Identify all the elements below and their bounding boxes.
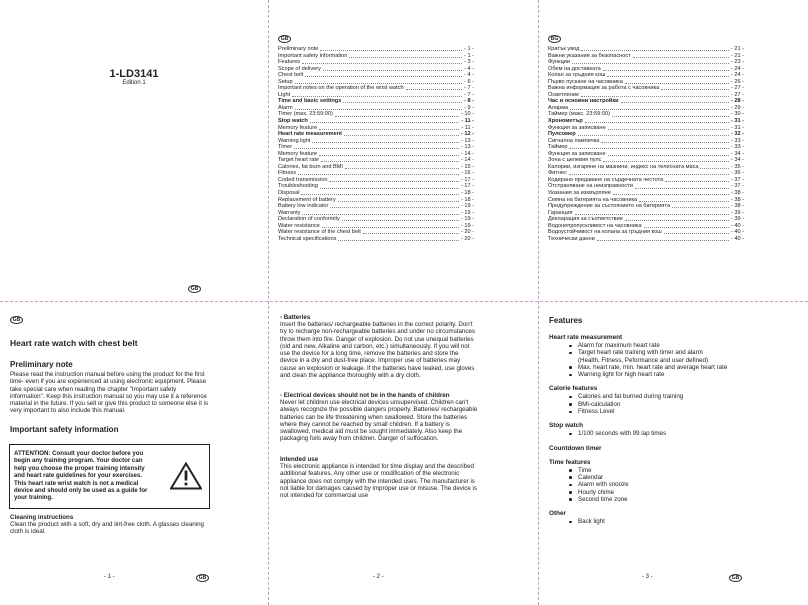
toc-entry-title: Light bbox=[278, 91, 291, 98]
toc-leader bbox=[665, 181, 729, 182]
toc-entry-page: - 37 - bbox=[730, 183, 744, 190]
gb-language-icon: GB bbox=[196, 574, 209, 582]
toc-entry-page: - 32 - bbox=[730, 131, 744, 138]
toc-leader bbox=[621, 102, 729, 103]
feature-item: Calories and fat burned during training bbox=[549, 393, 754, 400]
toc-leader bbox=[294, 148, 459, 149]
toc-leader bbox=[581, 50, 729, 51]
toc-entry-title: Warranty bbox=[278, 209, 301, 216]
toc-leader bbox=[625, 83, 729, 84]
toc-entry-page: - 19 - bbox=[460, 203, 474, 210]
feature-item: Back light bbox=[549, 518, 754, 525]
toc-entry-page: - 20 - bbox=[460, 229, 474, 236]
toc-entry-title: Warning light bbox=[278, 137, 311, 144]
toc-leader bbox=[345, 168, 459, 169]
page-number: - 2 - bbox=[373, 574, 384, 580]
toc-entry-title: Target heart rate bbox=[278, 157, 320, 164]
feature-list bbox=[549, 467, 754, 503]
toc-entry-page: - 8 - bbox=[464, 98, 474, 105]
toc-bulgarian bbox=[548, 27, 744, 297]
toc-leader bbox=[349, 57, 462, 58]
bg-language-icon: BG bbox=[548, 35, 561, 43]
toc-entry-page: - 31 - bbox=[730, 124, 744, 131]
toc-leader bbox=[581, 96, 729, 97]
toc-entry-page: - 4 - bbox=[464, 72, 474, 79]
toc-entry-title: Водонепропускливост на часовника bbox=[548, 222, 642, 229]
toc-entry-page: - 30 - bbox=[730, 111, 744, 118]
toc-entry-title: Хронометър bbox=[548, 118, 583, 125]
feature-item: (Health, Fitness, Peformance and user defined) bbox=[578, 356, 709, 364]
page-number: - 3 - bbox=[642, 574, 653, 580]
toc-entry-title: Troubleshooting bbox=[278, 183, 318, 190]
feature-item: Time bbox=[549, 467, 754, 474]
toc-entry-title: Смяна на батерията на часовника bbox=[548, 196, 638, 203]
toc-leader bbox=[625, 220, 729, 221]
toc-entry-page: - 19 - bbox=[460, 216, 474, 223]
section-heading: Preliminary note bbox=[10, 360, 73, 369]
toc-entry-title: Осветление bbox=[548, 91, 580, 98]
toc-entry-title: Replacement of battery bbox=[278, 196, 336, 203]
toc-entry-page: - 28 - bbox=[730, 98, 744, 105]
toc-entry-title: Important notes on the operation of the wrist watch bbox=[278, 85, 404, 92]
toc-leader bbox=[633, 57, 729, 58]
paragraph: Never let children use electrical devices unsupervised. Children can't always recognize the possible dangers properly. Batteries/ rechargeable batteries can be life threatening when swallowed. Store the batteries where they cannot be reached by small children. If a battery is swallowed, medical aid must be sought immediately. Also keep the packaging foils away from children. Danger of suffocation. bbox=[280, 399, 478, 443]
toc-entry-title: Battery low indicator bbox=[278, 203, 329, 210]
feature-item: Calendar bbox=[549, 474, 754, 481]
toc-entry-page: - 39 - bbox=[730, 209, 744, 216]
toc-entry-title: Timer (max. 23:59:00) bbox=[278, 111, 333, 118]
toc-entry-page: - 11 - bbox=[461, 124, 474, 131]
toc-leader bbox=[406, 89, 462, 90]
toc-entry-page: - 26 - bbox=[730, 78, 744, 85]
toc-entry-page: - 1 - bbox=[464, 46, 474, 52]
toc-entry-title: Декларация за съответствие bbox=[548, 216, 623, 223]
toc-entry-title: Пулсомер bbox=[548, 131, 576, 138]
toc-entry-page: - 17 - bbox=[460, 176, 474, 183]
toc-entry-page: - 12 - bbox=[460, 131, 474, 138]
toc-leader bbox=[319, 155, 459, 156]
toc-leader bbox=[298, 174, 459, 175]
toc-leader bbox=[292, 96, 462, 97]
feature-group-title: Heart rate measurement bbox=[549, 334, 623, 341]
feature-item: Alarm for maximum heart rate bbox=[549, 342, 754, 349]
toc-entry-page: - 39 - bbox=[730, 216, 744, 223]
toc-entry-title: Preliminary note bbox=[278, 46, 319, 52]
toc-leader bbox=[305, 76, 462, 77]
toc-leader bbox=[644, 227, 729, 228]
toc-entry-title: Зона с целевия пулс bbox=[548, 157, 602, 164]
toc-entry-page: - 19 - bbox=[460, 209, 474, 216]
toc-leader bbox=[607, 76, 729, 77]
feature-item: Alarm with snooze bbox=[549, 481, 754, 488]
toc-entry-page: - 18 - bbox=[460, 196, 474, 203]
toc-leader bbox=[664, 233, 729, 234]
toc-entry-page: - 31 - bbox=[730, 118, 744, 125]
attention-text: ATTENTION: Consult your doctor before you begin any training program. Your doctor can help you choose the proper training intensity and heart rate guidelines for your exercises. This heart rate wrist watch is not a medical device and should only be used as a guide for your training. bbox=[14, 450, 148, 502]
toc-leader bbox=[319, 129, 459, 130]
toc-entry-title: Калории, изгаряне на мазнини, индекс на телесната маса bbox=[548, 163, 699, 170]
toc-entry-title: Кодирано предаване на сърдечната честота bbox=[548, 176, 664, 183]
gb-language-icon: GB bbox=[278, 35, 291, 43]
toc-entry-title: Предупреждение за състоянието на батерията bbox=[548, 203, 670, 210]
toc-leader bbox=[570, 109, 729, 110]
toc-entry-page: - 40 - bbox=[730, 229, 744, 236]
toc-entry-page: - 13 - bbox=[460, 144, 474, 151]
feature-group-title: Calorie features bbox=[549, 385, 598, 393]
toc-entry-page: - 29 - bbox=[730, 104, 744, 111]
toc-leader bbox=[612, 116, 729, 117]
toc-entry-title: Disposal bbox=[278, 190, 300, 197]
toc-entry-title: Гаранция bbox=[548, 209, 573, 216]
feature-item: Warning light for high heart rate bbox=[549, 371, 754, 378]
toc-leader bbox=[323, 70, 462, 71]
toc-entry-page: - 6 - bbox=[464, 78, 474, 85]
toc-entry-title: Водоустойчивост на колана за гръдния кош bbox=[548, 229, 662, 236]
toc-leader bbox=[321, 161, 459, 162]
toc-entry-title: Memory feature bbox=[278, 124, 318, 131]
toc-entry-title: Функция за записване bbox=[548, 150, 606, 157]
gb-language-icon: GB bbox=[729, 574, 742, 582]
feature-list bbox=[549, 430, 754, 437]
toc-entry-page: - 34 - bbox=[730, 150, 744, 157]
feature-item: Max. heart rate, min. heart rate and average heart rate bbox=[549, 364, 754, 371]
toc-entry-page: - 21 - bbox=[730, 46, 744, 52]
toc-entry-page: - 7 - bbox=[464, 85, 474, 92]
toc-leader bbox=[338, 240, 458, 241]
features-heading: Features bbox=[549, 316, 583, 325]
toc-leader bbox=[335, 116, 459, 117]
toc-entry-page: - 21 - bbox=[730, 52, 744, 59]
toc-entry-title: Първо пускане на часовника bbox=[548, 78, 623, 85]
feature-group-title: Stop watch bbox=[549, 422, 584, 430]
toc-leader bbox=[608, 155, 729, 156]
toc-entry-title: Фитнес bbox=[548, 170, 567, 177]
toc-leader bbox=[569, 148, 728, 149]
toc-entry bbox=[548, 236, 744, 243]
toc-entry-title: Fitness bbox=[278, 170, 297, 177]
toc-entry-page: - 4 - bbox=[464, 65, 474, 72]
toc-entry-page: - 20 - bbox=[460, 235, 474, 242]
paragraph: This electronic appliance is intended for time display and the described additional features. Any other use or modification of the electronic appliance does not comply with the intended uses. The manufacturer is not liable for damages caused by improper use or misuse. The device is not intended for commercial use bbox=[280, 463, 477, 500]
toc-entry-page: - 38 - bbox=[730, 203, 744, 210]
toc-entry-page: - 3 - bbox=[464, 59, 474, 66]
section-heading: Intended use bbox=[280, 456, 319, 463]
toc-entry-page: - 15 - bbox=[460, 163, 474, 170]
page-1 bbox=[0, 302, 268, 605]
toc-leader bbox=[601, 142, 729, 143]
toc-entry-page: - 40 - bbox=[730, 222, 744, 229]
toc-entry-page: - 34 - bbox=[730, 157, 744, 164]
page-number: - 1 - bbox=[104, 574, 115, 580]
toc-entry-page: - 40 - bbox=[730, 235, 744, 242]
toc-entry-title: Water resistance bbox=[278, 222, 320, 229]
toc-entry-page: - 37 - bbox=[730, 176, 744, 183]
toc-entry-page: - 38 - bbox=[730, 190, 744, 197]
toc-entry-page: - 35 - bbox=[730, 163, 744, 170]
toc-english bbox=[278, 27, 474, 297]
toc-entry-title: Alarm bbox=[278, 104, 293, 111]
section-heading: Important safety information bbox=[10, 425, 119, 434]
toc-entry-title: Memory feature bbox=[278, 150, 318, 157]
feature-item: Hourly chime bbox=[549, 489, 754, 496]
toc-leader bbox=[312, 142, 459, 143]
toc-entry-title: Scope of delivery bbox=[278, 65, 321, 72]
toc-leader bbox=[329, 181, 459, 182]
toc-entry-title: Coded transmission bbox=[278, 176, 328, 183]
toc-entry-title: Time and basic settings bbox=[278, 98, 342, 105]
toc-leader bbox=[342, 220, 459, 221]
toc-leader bbox=[661, 89, 729, 90]
section-heading: - Batteries bbox=[280, 314, 311, 321]
toc-entry-title: Calories, fat burn and BMI bbox=[278, 163, 343, 170]
toc-leader bbox=[302, 214, 458, 215]
paragraph: Clean the product with a soft, dry and lint-free cloth. A glasses cleaning cloth is ideal. bbox=[10, 521, 204, 536]
toc-entry-title: Указания за изхвърляне bbox=[548, 190, 611, 197]
toc-leader bbox=[301, 194, 458, 195]
toc-leader bbox=[578, 135, 729, 136]
toc-leader bbox=[310, 122, 459, 123]
feature-list bbox=[549, 342, 754, 378]
toc-entry-page: - 27 - bbox=[730, 85, 744, 92]
toc-entry-title: Технически данни bbox=[548, 235, 595, 242]
toc-entry-page: - 19 - bbox=[460, 222, 474, 229]
toc-entry-page: - 9 - bbox=[464, 104, 474, 111]
toc-entry-title: Функции bbox=[548, 59, 571, 66]
toc-entry-title: Функция за записване bbox=[548, 124, 606, 131]
toc-entry bbox=[278, 236, 474, 243]
toc-entry-page: - 36 - bbox=[730, 170, 744, 177]
toc-leader bbox=[597, 240, 729, 241]
feature-item: Second time zone bbox=[549, 496, 754, 503]
page-title: Heart rate watch with chest belt bbox=[10, 338, 138, 348]
toc-entry-page: - 27 - bbox=[730, 91, 744, 98]
toc-leader bbox=[700, 168, 728, 169]
cover-page bbox=[0, 0, 268, 301]
feature-group-title: Other bbox=[549, 510, 567, 518]
section-heading: Cleaning instructions bbox=[10, 514, 74, 521]
toc-leader bbox=[569, 174, 729, 175]
warning-triangle-icon bbox=[170, 462, 202, 490]
page-2 bbox=[269, 302, 538, 605]
toc-entry-title: Water resistance of the chest belt bbox=[278, 229, 361, 236]
toc-leader bbox=[585, 122, 729, 123]
gb-language-icon: GB bbox=[188, 285, 201, 293]
toc-entry-page: - 17 - bbox=[460, 183, 474, 190]
toc-leader bbox=[639, 201, 729, 202]
toc-entry-title: Chest belt bbox=[278, 72, 304, 79]
toc-entry-page: - 10 - bbox=[460, 111, 474, 118]
feature-item: Fitness Level bbox=[549, 408, 754, 415]
attention-box bbox=[9, 444, 210, 509]
toc-entry-page: - 16 - bbox=[460, 170, 474, 177]
toc-leader bbox=[635, 188, 729, 189]
feature-item: BMI-calculation bbox=[549, 401, 754, 408]
toc-entry-title: Сигнална лампичка bbox=[548, 137, 600, 144]
feature-item: Target heart rate training with timer and alarm bbox=[549, 349, 754, 356]
toc-leader bbox=[344, 135, 459, 136]
page-3 bbox=[539, 302, 808, 605]
toc-leader bbox=[320, 50, 462, 51]
toc-entry-title: Отстраняване на неизправности bbox=[548, 183, 633, 190]
toc-entry-title: Колан за гръдния кош bbox=[548, 72, 606, 79]
toc-leader bbox=[603, 161, 728, 162]
toc-entry-page: - 24 - bbox=[730, 65, 744, 72]
feature-list bbox=[549, 518, 754, 525]
toc-leader bbox=[672, 207, 729, 208]
feature-group-title: Time features bbox=[549, 458, 591, 466]
toc-leader bbox=[320, 188, 459, 189]
toc-entry-page: - 7 - bbox=[464, 91, 474, 98]
toc-leader bbox=[613, 194, 729, 195]
toc-entry-title: Таймер bbox=[548, 144, 568, 151]
toc-entry-title: Кратък увод bbox=[548, 46, 580, 52]
toc-leader bbox=[603, 70, 729, 71]
toc-entry-title: Features bbox=[278, 59, 301, 66]
toc-leader bbox=[608, 129, 729, 130]
toc-leader bbox=[295, 109, 462, 110]
toc-entry-title: Declaration of conformity bbox=[278, 216, 340, 223]
toc-entry-title: Таймер (макс. 23:59:00) bbox=[548, 111, 610, 118]
toc-leader bbox=[302, 63, 462, 64]
paragraph: Please read the instruction manual before using the product for the first time- even if you are experienced at using electronic equipment. Please take special care when reading the chapter "Important safety information". Keep this instruction manual so you may use it a reference material in the future. If you sell or give this product to someone else it is very important to also include this manual. bbox=[10, 371, 209, 415]
toc-entry-page: - 11 - bbox=[461, 118, 474, 125]
toc-entry-page: - 14 - bbox=[460, 150, 474, 157]
toc-leader bbox=[572, 63, 729, 64]
edition-label: Edition 1 bbox=[122, 80, 146, 86]
toc-entry-page: - 33 - bbox=[730, 144, 744, 151]
toc-entry-title: Час и основни настройки bbox=[548, 98, 619, 105]
toc-entry-page: - 33 - bbox=[730, 137, 744, 144]
toc-entry-title: Heart rate measurement bbox=[278, 131, 343, 138]
toc-entry-title: Обем на доставката bbox=[548, 65, 601, 72]
section-heading: - Electrical devices should not be in the hands of children bbox=[280, 392, 450, 399]
paragraph: Insert the batteries/ rechargeable batteries in the correct polarity. Don't try to recharge non-rechargeable batteries and under no circumstances throw them into fire. Danger of explosion. Do not use unequal batteries (old and new, Alkaline and carbon, etc.) simultaneously. If you will not use the device for a long time, remove the batteries and store the device in a dry and dust-free place. Improper use of batteries may cause an explosion or leakage. If the batteries have leaked, use gloves and clean the appliance thoroughly with a dry cloth. bbox=[280, 321, 476, 380]
toc-leader bbox=[330, 207, 459, 208]
toc-entry-page: - 13 - bbox=[460, 137, 474, 144]
toc-entry-page: - 14 - bbox=[460, 157, 474, 164]
feature-group-title: Countdown timer bbox=[549, 444, 602, 452]
toc-entry-title: Setup bbox=[278, 78, 293, 85]
toc-leader bbox=[295, 83, 462, 84]
toc-leader bbox=[338, 201, 459, 202]
toc-entry-title: Аларма bbox=[548, 104, 569, 111]
toc-entry-page: - 24 - bbox=[730, 72, 744, 79]
feature-item: 1/100 seconds with 99 lap times bbox=[549, 430, 754, 437]
toc-entry-page: - 18 - bbox=[460, 190, 474, 197]
model-title: 1-LD3141 bbox=[109, 68, 159, 80]
gb-language-icon: GB bbox=[10, 316, 23, 324]
toc-entry-page: - 23 - bbox=[730, 59, 744, 66]
feature-list bbox=[549, 393, 754, 415]
toc-entry-page: - 38 - bbox=[730, 196, 744, 203]
toc-leader bbox=[322, 227, 459, 228]
toc-entry-title: Timer bbox=[278, 144, 293, 151]
toc-entry-title: Technical specifications bbox=[278, 235, 337, 242]
toc-entry-title: Stop watch bbox=[278, 118, 308, 125]
toc-entry-title: Важни указания за безопасност bbox=[548, 52, 631, 59]
toc-entry-title: Важна информация за работа с часовника bbox=[548, 85, 660, 92]
toc-leader bbox=[343, 102, 462, 103]
toc-leader bbox=[363, 233, 459, 234]
toc-leader bbox=[575, 214, 729, 215]
toc-entry-title: Important safety information bbox=[278, 52, 348, 59]
toc-entry-page: - 1 - bbox=[464, 52, 474, 59]
